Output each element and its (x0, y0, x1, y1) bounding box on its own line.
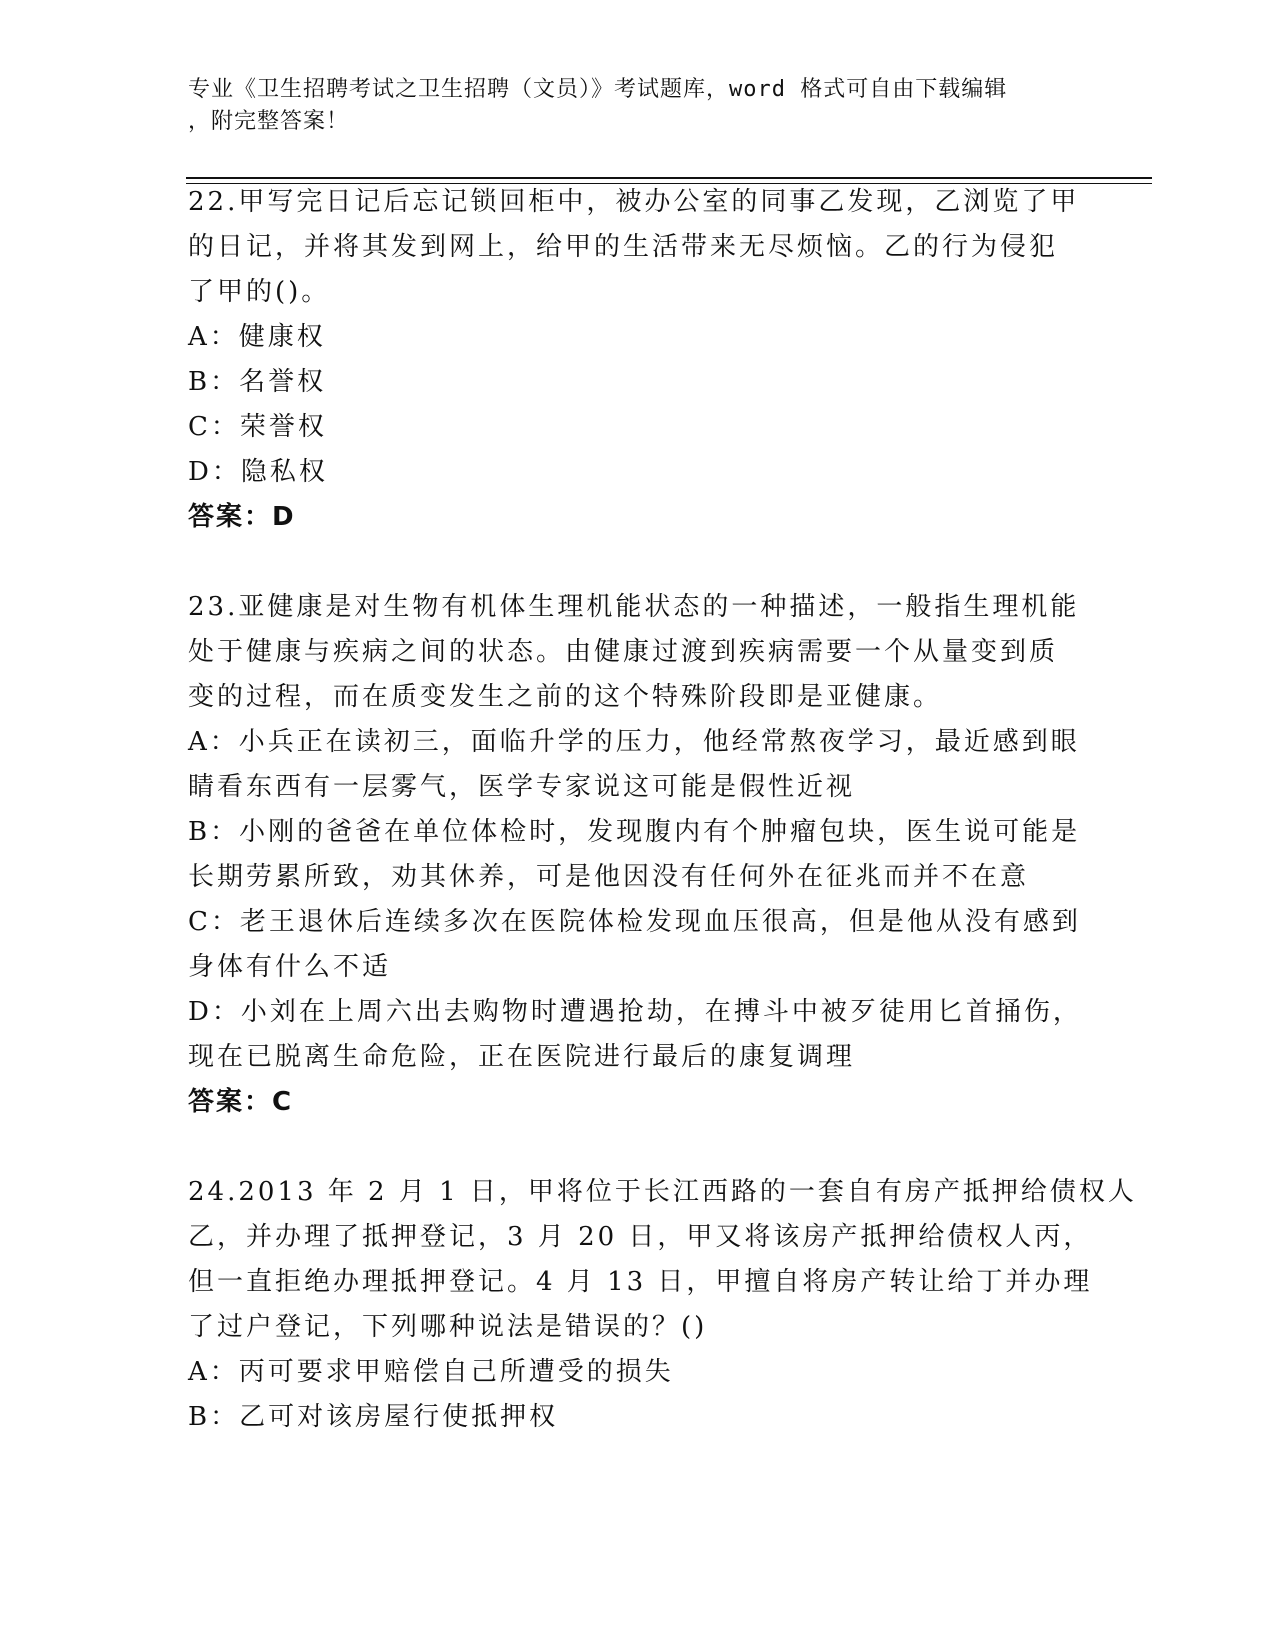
header-line-1: 专业《卫生招聘考试之卫生招聘（文员）》考试题库，word 格式可自由下载编辑 (188, 77, 1008, 102)
option-d-continued: 现在已脱离生命危险，正在医院进行最后的康复调理 (188, 1042, 856, 1072)
question-stem-line: 乙，并办理了抵押登记，3 月 20 日，甲又将该房产抵押给债权人丙， (188, 1222, 1093, 1252)
question-22 (188, 180, 1088, 540)
option-a: A：小兵正在读初三，面临升学的压力，他经常熬夜学习，最近感到眼 (188, 727, 1080, 757)
question-stem-line: 的日记，并将其发到网上，给甲的生活带来无尽烦恼。乙的行为侵犯 (188, 232, 1059, 262)
option-b: B：小刚的爸爸在单位体检时，发现腹内有个肿瘤包块，医生说可能是 (188, 817, 1081, 847)
question-23 (188, 585, 1088, 1125)
option-c-continued: 身体有什么不适 (188, 952, 392, 982)
question-stem-line: 22.甲写完日记后忘记锁回柜中，被办公室的同事乙发现，乙浏览了甲 (188, 187, 1080, 217)
answer-label: 答案：D (188, 502, 296, 532)
option-c: C：荣誉权 (188, 412, 327, 442)
option-d: D：小刘在上周六出去购物时遭遇抢劫，在搏斗中被歹徒用匕首捅伤， (188, 997, 1082, 1027)
option-c: C：老王退休后连续多次在医院体检发现血压很高，但是他从没有感到 (188, 907, 1081, 937)
question-stem-line: 了过户登记，下列哪种说法是错误的？() (188, 1312, 708, 1342)
option-a: A：健康权 (188, 322, 326, 352)
question-24 (188, 1170, 1137, 1440)
question-stem-line: 23.亚健康是对生物有机体生理机能状态的一种描述，一般指生理机能 (188, 592, 1080, 622)
header-line-2: ，附完整答案！ (188, 109, 350, 134)
option-d: D：隐私权 (188, 457, 328, 487)
option-b-continued: 长期劳累所致，劝其休养，可是他因没有任何外在征兆而并不在意 (188, 862, 1030, 892)
question-stem-line: 变的过程，而在质变发生之前的这个特殊阶段即是亚健康。 (188, 682, 943, 712)
option-a-continued: 睛看东西有一层雾气，医学专家说这可能是假性近视 (188, 772, 856, 802)
question-stem-line: 处于健康与疾病之间的状态。由健康过渡到疾病需要一个从量变到质 (188, 637, 1059, 667)
option-b: B：名誉权 (188, 367, 327, 397)
option-a: A：丙可要求甲赔偿自己所遭受的损失 (188, 1357, 674, 1387)
question-stem-line: 24.2013 年 2 月 1 日，甲将位于长江西路的一套自有房产抵押给债权人 (188, 1177, 1137, 1207)
answer-label: 答案：C (188, 1087, 294, 1117)
question-stem-line: 了甲的()。 (188, 277, 331, 307)
option-b: B：乙可对该房屋行使抵押权 (188, 1402, 559, 1432)
question-stem-line: 但一直拒绝办理抵押登记。4 月 13 日，甲擅自将房产转让给丁并办理 (188, 1267, 1093, 1297)
document-header (188, 74, 1068, 138)
